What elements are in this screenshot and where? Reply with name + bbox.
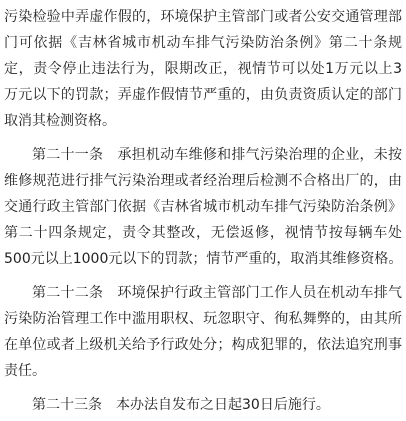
text-line: 门可依据《吉林省城市机动车排气污染防治条例》第二十条规 xyxy=(4,35,402,51)
text-line: 维修规范进行排气污染治理或者经治理后检测不合格出厂的，由 xyxy=(4,173,402,189)
text-line: 定，责令停止违法行为，限期改正，视情节可以处1万元以上3 xyxy=(4,61,402,77)
article-23-line: 第二十三条 本办法自发布之日起30日后施行。 xyxy=(32,397,330,413)
text-line: 污染检验中弄虚作假的，环境保护主管部门或者公安交通管理部 xyxy=(4,9,402,25)
text-line: 交通行政主管部门依据《吉林省城市机动车排气污染防治条例》 xyxy=(4,199,402,215)
article-21-first-line: 第二十一条 承担机动车维修和排气污染治理的企业，未按 xyxy=(32,147,402,163)
text-line: 第二十四条规定，责令其整改，无偿返修，视情节按每辆车处 xyxy=(4,225,402,241)
text-line: 责任。 xyxy=(4,363,46,379)
text-line: 在单位或者上级机关给予行政处分；构成犯罪的，依法追究刑事 xyxy=(4,337,402,353)
text-line: 500元以上1000元以下的罚款；情节严重的，取消其维修资格。 xyxy=(4,251,403,267)
text-line: 污染防治管理工作中滥用职权、玩忽职守、徇私舞弊的，由其所 xyxy=(4,311,402,327)
article-22-first-line: 第二十二条 环境保护行政主管部门工作人员在机动车排气 xyxy=(32,285,402,301)
text-line: 取消其检测资格。 xyxy=(4,113,116,129)
text-line: 万元以下的罚款；弄虚作假情节严重的，由负责资质认定的部门 xyxy=(4,87,402,103)
